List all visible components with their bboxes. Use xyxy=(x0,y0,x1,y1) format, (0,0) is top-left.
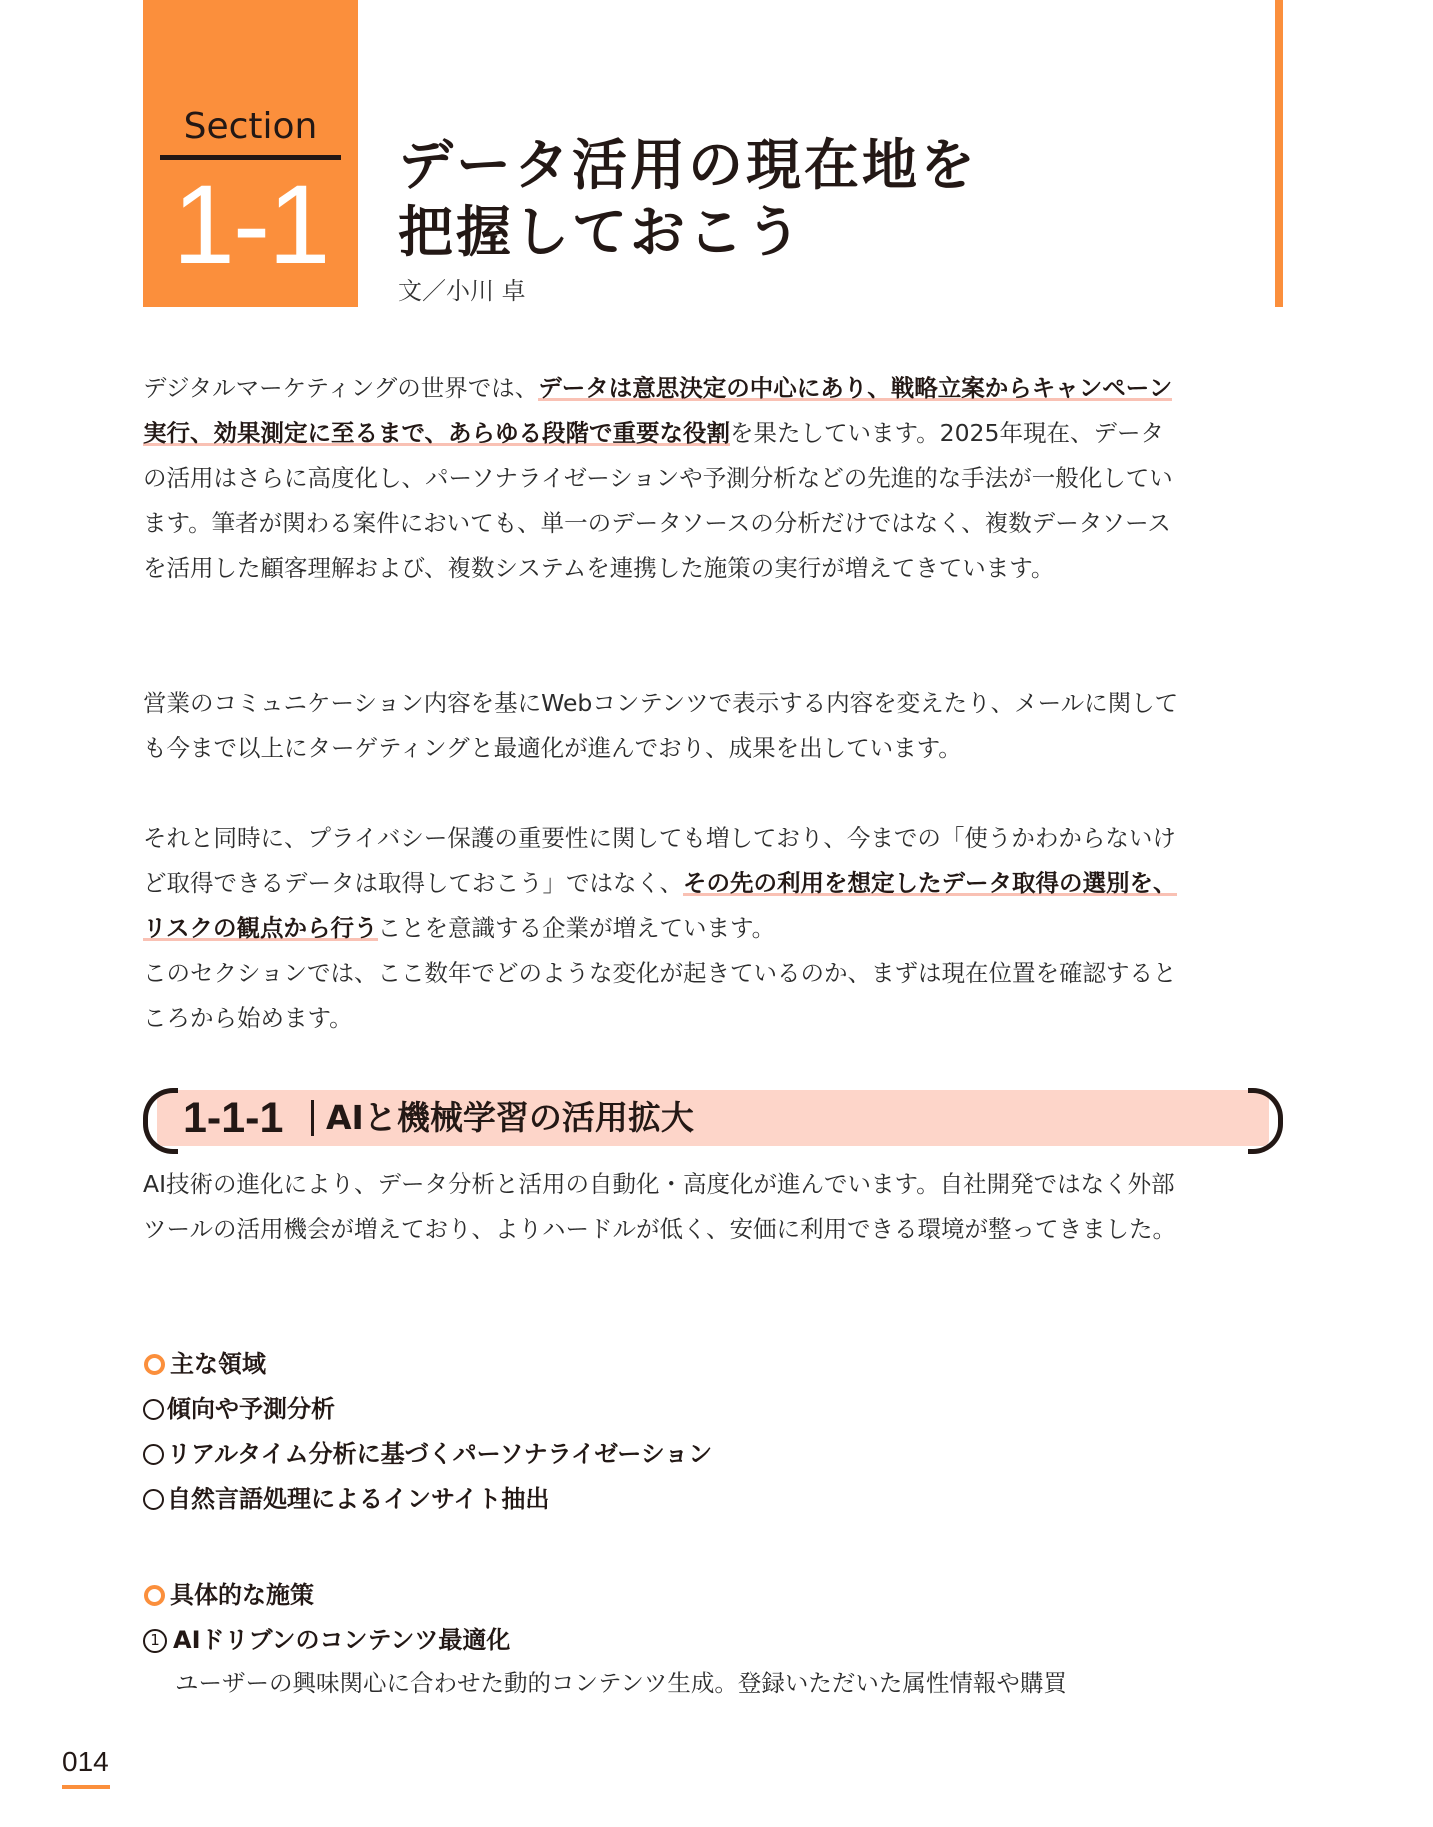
list-item-label: リアルタイム分析に基づくパーソナライゼーション xyxy=(167,1440,713,1468)
subsection-number: 1-1-1 xyxy=(183,1094,284,1142)
section-number: 1-1 xyxy=(172,162,329,287)
accent-bar xyxy=(1275,0,1283,307)
title-line-1: データ活用の現在地を xyxy=(398,133,979,197)
page-title xyxy=(398,132,978,266)
areas-list xyxy=(143,1387,1185,1522)
list-item-label: 傾向や予測分析 xyxy=(167,1395,335,1423)
areas-section xyxy=(143,1342,1185,1522)
measures-heading xyxy=(143,1573,1185,1618)
measures-section xyxy=(143,1573,1185,1663)
title-line-2: 把握しておこう xyxy=(398,200,805,264)
orange-bullet-icon xyxy=(144,1354,165,1375)
areas-heading xyxy=(143,1342,1185,1387)
subsection-heading xyxy=(143,1088,1283,1148)
highlighted-text: その先の利用を想定したデータ取得の選別を、リスクの観点から行う xyxy=(143,869,1177,942)
circle-bullet-icon xyxy=(143,1444,164,1465)
orange-bullet-icon xyxy=(144,1585,165,1606)
measure-item-label: AIドリブンのコンテンツ最適化 xyxy=(173,1626,511,1654)
page-number-underline xyxy=(62,1785,110,1789)
intro-text: このセクションでは、ここ数年でどのような変化が起きているのか、まずは現在位置を確認するところから始めます。 xyxy=(143,959,1177,1032)
circle-bullet-icon xyxy=(143,1399,164,1420)
list-item-label: 自然言語処理によるインサイト抽出 xyxy=(167,1485,550,1513)
section-divider xyxy=(160,155,341,160)
list-item xyxy=(143,1387,1185,1432)
heading-background xyxy=(157,1090,1269,1146)
intro-paragraph-3 xyxy=(143,816,1185,1041)
list-item xyxy=(143,1477,1185,1522)
right-bracket-icon xyxy=(1248,1088,1283,1154)
intro-text: デジタルマーケティングの世界では、 xyxy=(143,374,539,402)
left-bracket-icon xyxy=(143,1088,178,1154)
measure-item-text: ユーザーの興味関心に合わせた動的コンテンツ生成。登録いただいた属性情報や購買 xyxy=(175,1669,1067,1697)
highlighted-text: データは意思決定の中心にあり、戦略立案からキャンペーン実行、効果測定に至るまで、あらゆる段階で重要な役割 xyxy=(143,374,1173,447)
section-badge xyxy=(143,0,358,307)
circled-number-icon: 1 xyxy=(143,1629,167,1653)
measure-item-title xyxy=(143,1618,1185,1663)
intro-paragraph-1 xyxy=(143,366,1185,591)
subsection-title: AIと機械学習の活用拡大 xyxy=(326,1098,694,1137)
measures-heading-label: 具体的な施策 xyxy=(170,1581,314,1609)
page-number: 014 xyxy=(62,1746,109,1777)
subsection-body: AI技術の進化により、データ分析と活用の自動化・高度化が進んでいます。自社開発ではなく外部ツールの活用機会が増えており、よりハードルが低く、安価に利用できる環境が整ってきました。 xyxy=(143,1170,1177,1243)
circle-bullet-icon xyxy=(143,1489,164,1510)
section-label: Section xyxy=(183,106,318,147)
heading-separator xyxy=(311,1100,314,1136)
intro-text: それと同時に、プライバシー保護の重要性に関しても増しており、今までの「使うかわからないけど取得できるデータは取得しておこう」ではなく、 xyxy=(143,824,1176,897)
areas-heading-label: 主な領域 xyxy=(170,1350,266,1378)
intro-paragraph-2: 営業のコミュニケーション内容を基にWebコンテンツで表示する内容を変えたり、メールに関しても今まで以上にターゲティングと最適化が進んでおり、成果を出しています。 xyxy=(143,689,1179,762)
intro-text: を果たしています。2025年現在、データの活用はさらに高度化し、パーソナライゼーションや予測分析などの先進的な手法が一般化しています。筆者が関わる案件においても、単一のデータソースの分析だけではなく、複数データソースを活用した顧客理解および、複数システムを連携した施策の実行が増えてきています。 xyxy=(143,419,1173,582)
intro-text: ことを意識する企業が増えています。 xyxy=(377,914,776,942)
author-credit: 文／小川 卓 xyxy=(398,277,526,305)
list-item xyxy=(143,1432,1185,1477)
